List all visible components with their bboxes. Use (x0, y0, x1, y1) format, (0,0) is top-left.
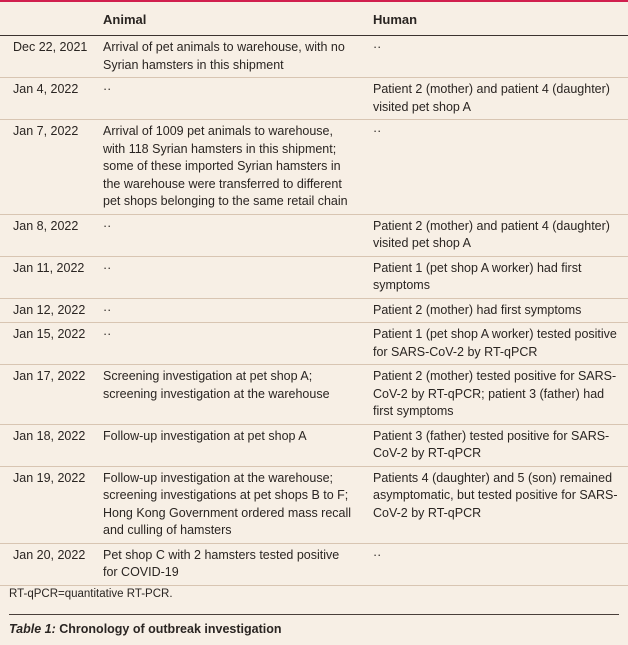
table-row (0, 466, 628, 543)
table-row (0, 120, 628, 215)
cell-date: Jan 15, 2022 (0, 323, 95, 365)
cell-human: ·· (365, 36, 628, 78)
column-header-human: Human (373, 12, 418, 27)
footnote: RT-qPCR=quantitative RT-PCR. (9, 588, 173, 600)
caption-text: Chronology of outbreak investigation (55, 622, 282, 636)
table-row (0, 365, 628, 425)
cell-date: Jan 4, 2022 (0, 78, 95, 120)
cell-date: Jan 7, 2022 (0, 120, 95, 215)
table-row (0, 214, 628, 256)
cell-date: Jan 17, 2022 (0, 365, 95, 425)
cell-animal: Arrival of pet animals to warehouse, with no Syrian hamsters in this shipment (95, 36, 365, 78)
cell-date: Jan 20, 2022 (0, 543, 95, 585)
cell-animal: ·· (95, 323, 365, 365)
table-row (0, 424, 628, 466)
table-row (0, 543, 628, 585)
cell-human: Patient 2 (mother) and patient 4 (daughter) visited pet shop A (365, 78, 628, 120)
table-row (0, 323, 628, 365)
cell-animal: Arrival of 1009 pet animals to warehouse, with 118 Syrian hamsters in this shipment; some of these imported Syrian hamsters in the warehouse were transferred to different pet shops belonging to the same retail chain (95, 120, 365, 215)
cell-animal: ·· (95, 298, 365, 323)
cell-animal: ·· (95, 256, 365, 298)
table-row (0, 256, 628, 298)
caption-divider (9, 614, 619, 615)
cell-human: Patient 2 (mother) and patient 4 (daughter) visited pet shop A (365, 214, 628, 256)
cell-animal: ·· (95, 214, 365, 256)
top-accent-bar (0, 0, 628, 2)
cell-date: Dec 22, 2021 (0, 36, 95, 78)
cell-animal: Screening investigation at pet shop A; screening investigation at the warehouse (95, 365, 365, 425)
cell-animal: Follow-up investigation at pet shop A (95, 424, 365, 466)
cell-date: Jan 19, 2022 (0, 466, 95, 543)
chronology-table (0, 35, 628, 586)
column-header-animal: Animal (103, 12, 147, 27)
cell-animal: Follow-up investigation at the warehouse; screening investigations at pet shops B to F; Hong Kong Government ordered mass recall and culling of hamsters (95, 466, 365, 543)
table-row (0, 298, 628, 323)
cell-human: Patients 4 (daughter) and 5 (son) remained asymptomatic, but tested positive for SARS-CoV-2 by RT-qPCR (365, 466, 628, 543)
cell-animal: Pet shop C with 2 hamsters tested positive for COVID-19 (95, 543, 365, 585)
cell-human: ·· (365, 120, 628, 215)
cell-date: Jan 11, 2022 (0, 256, 95, 298)
cell-human: Patient 1 (pet shop A worker) had first symptoms (365, 256, 628, 298)
cell-date: Jan 12, 2022 (0, 298, 95, 323)
table-caption (9, 622, 281, 636)
cell-animal: ·· (95, 78, 365, 120)
table-row (0, 78, 628, 120)
cell-date: Jan 18, 2022 (0, 424, 95, 466)
cell-human: Patient 1 (pet shop A worker) tested positive for SARS-CoV-2 by RT-qPCR (365, 323, 628, 365)
cell-human: Patient 2 (mother) tested positive for SARS-CoV-2 by RT-qPCR; patient 3 (father) had first symptoms (365, 365, 628, 425)
table-row (0, 36, 628, 78)
cell-date: Jan 8, 2022 (0, 214, 95, 256)
caption-label: Table 1: (9, 622, 56, 636)
cell-human: Patient 3 (father) tested positive for SARS-CoV-2 by RT-qPCR (365, 424, 628, 466)
cell-human: Patient 2 (mother) had first symptoms (365, 298, 628, 323)
cell-human: ·· (365, 543, 628, 585)
